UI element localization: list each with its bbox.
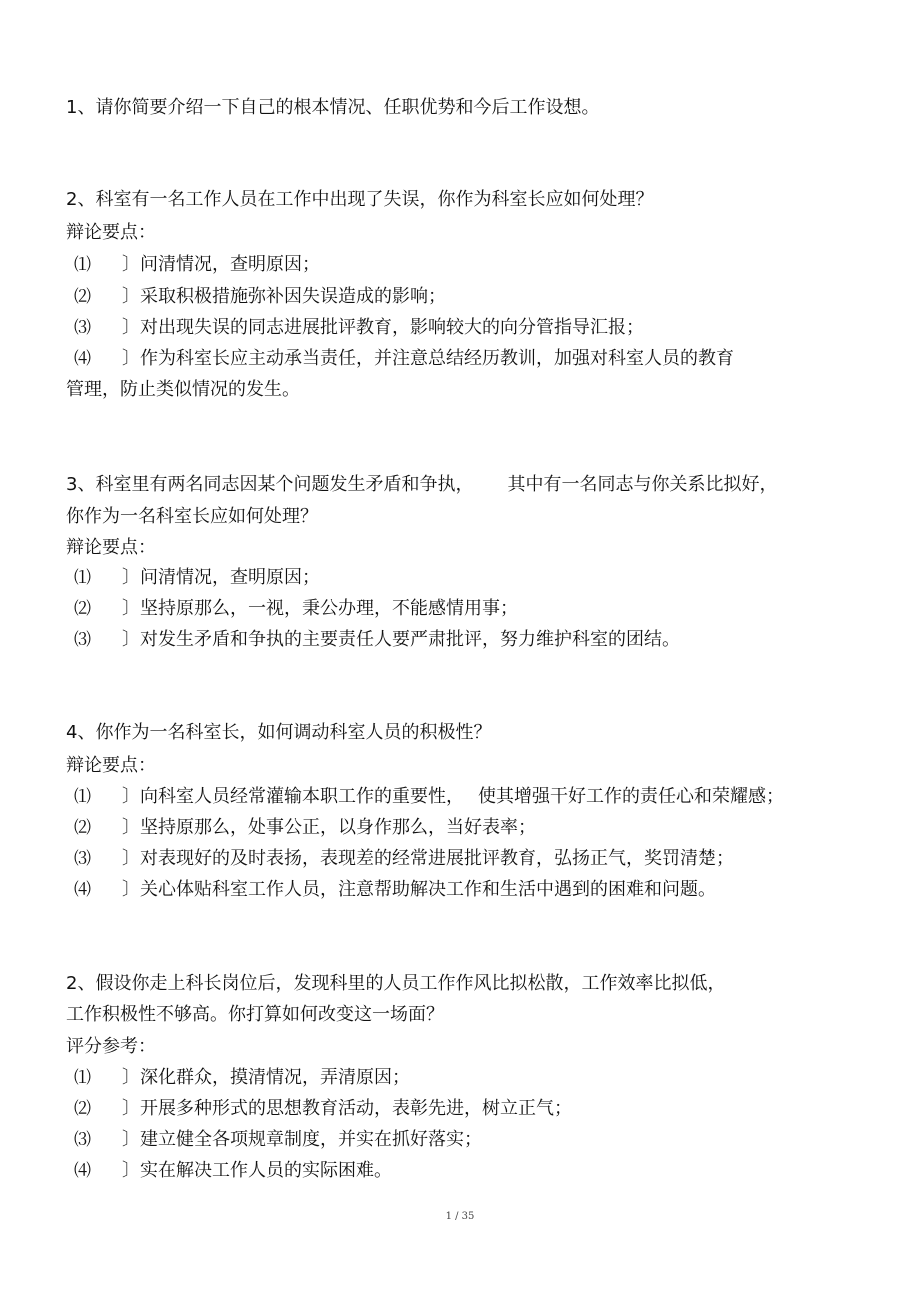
question-text: 、假设你走上科长岗位后，发现科里的人员工作作风比拟松散，工作效率比拟低， [77, 973, 726, 994]
item-bracket: 〕 [122, 348, 140, 369]
list-item [74, 879, 716, 901]
list-item [74, 317, 644, 339]
item-text: 实在解决工作人员的实际困难。 [140, 1160, 392, 1181]
question-continuation: 工作积极性不够高。你打算如何改变这一场面？ [66, 1004, 444, 1025]
item-number: ⑵ [74, 818, 91, 838]
item-number: ⑵ [74, 287, 91, 307]
page-number: 1 / 35 [445, 1211, 475, 1222]
item-text: 作为科室长应主动承当责任，并注意总结经历教训，加强对科室人员的教育 [140, 348, 734, 369]
list-item [74, 848, 734, 870]
item-number: ⑴ [74, 568, 91, 588]
question-4 [66, 722, 491, 744]
item-text: 开展多种形式的思想教育活动，表彰先进，树立正气； [140, 1098, 572, 1119]
list-item [74, 1129, 482, 1151]
list-item [74, 1160, 392, 1182]
question-text-b: 其中有一名同志与你关系比拟好， [507, 474, 778, 495]
list-item [74, 1098, 572, 1120]
answer-label: 辩论要点： [66, 537, 156, 558]
item-number: ⑷ [74, 1161, 91, 1181]
list-item [74, 817, 536, 839]
item-bracket: 〕 [122, 1067, 140, 1088]
item-continuation: 管理，防止类似情况的发生。 [66, 379, 300, 400]
item-text: 问清情况，查明原因； [140, 567, 320, 588]
answer-label: 辩论要点： [66, 222, 156, 243]
item-bracket: 〕 [122, 1160, 140, 1181]
item-number: ⑴ [74, 787, 91, 807]
item-bracket: 〕 [122, 567, 140, 588]
item-text: 坚持原那么，处事公正，以身作那么，当好表率； [140, 817, 536, 838]
item-number: ⑵ [74, 599, 91, 619]
item-number: ⑵ [74, 1099, 91, 1119]
item-bracket: 〕 [122, 598, 140, 619]
item-bracket: 〕 [122, 1129, 140, 1150]
list-item [74, 598, 518, 620]
answer-label: 辩论要点： [66, 755, 156, 776]
question-text: 、你作为一名科室长，如何调动科室人员的积极性？ [77, 722, 492, 743]
item-number: ⑶ [74, 630, 91, 650]
item-bracket: 〕 [122, 629, 140, 650]
item-number: ⑶ [74, 849, 91, 869]
list-item [74, 286, 446, 308]
question-number: 2 [66, 189, 78, 210]
item-text: 建立健全各项规章制度，并实在抓好落实； [140, 1129, 482, 1150]
item-number: ⑷ [74, 349, 91, 369]
item-number: ⑴ [74, 1068, 91, 1088]
item-text: 对出现失误的同志进展批评教育，影响较大的向分管指导汇报； [140, 317, 644, 338]
item-text: 向科室人员经常灌输本职工作的重要性， [140, 786, 464, 807]
item-text: 对发生矛盾和争执的主要责任人要严肃批评，努力维护科室的团结。 [140, 629, 680, 650]
list-item [74, 254, 320, 276]
item-bracket: 〕 [122, 1098, 140, 1119]
item-bracket: 〕 [122, 817, 140, 838]
question-2 [66, 189, 653, 211]
item-bracket: 〕 [122, 317, 140, 338]
question-1 [66, 97, 599, 119]
list-item [74, 348, 734, 370]
item-number: ⑴ [74, 255, 91, 275]
list-item [74, 629, 680, 651]
item-text: 深化群众，摸清情况，弄清原因； [140, 1067, 410, 1088]
item-text: 关心体贴科室工作人员，注意帮助解决工作和生活中遇到的困难和问题。 [140, 879, 716, 900]
question-number: 1 [66, 97, 78, 118]
question-text: 、请你简要介绍一下自己的根本情况、任职优势和今后工作设想。 [77, 97, 600, 118]
question-number: 4 [66, 722, 78, 743]
item-text: 问清情况，查明原因； [140, 254, 320, 275]
list-item [74, 786, 784, 808]
item-text-b: 使其增强干好工作的责任心和荣耀感； [478, 786, 784, 807]
item-text: 坚持原那么，一视，秉公办理，不能感情用事； [140, 598, 518, 619]
item-text: 采取积极措施弥补因失误造成的影响； [140, 286, 446, 307]
question-text: 、科室里有两名同志因某个问题发生矛盾和争执， [77, 474, 474, 495]
question-text: 、科室有一名工作人员在工作中出现了失误，你作为科室长应如何处理？ [77, 189, 654, 210]
item-bracket: 〕 [122, 879, 140, 900]
item-bracket: 〕 [122, 286, 140, 307]
item-bracket: 〕 [122, 254, 140, 275]
list-item [74, 1067, 410, 1089]
question-3 [66, 474, 777, 496]
item-number: ⑶ [74, 318, 91, 338]
list-item [74, 567, 320, 589]
item-number: ⑷ [74, 880, 91, 900]
item-bracket: 〕 [122, 848, 140, 869]
question-5 [66, 973, 725, 995]
item-number: ⑶ [74, 1130, 91, 1150]
question-number: 3 [66, 474, 78, 495]
item-bracket: 〕 [122, 786, 140, 807]
question-number: 2 [66, 973, 78, 994]
answer-label: 评分参考： [66, 1036, 156, 1057]
question-continuation: 你作为一名科室长应如何处理？ [66, 506, 318, 527]
item-text: 对表现好的及时表扬，表现差的经常进展批评教育，弘扬正气，奖罚清楚； [140, 848, 734, 869]
